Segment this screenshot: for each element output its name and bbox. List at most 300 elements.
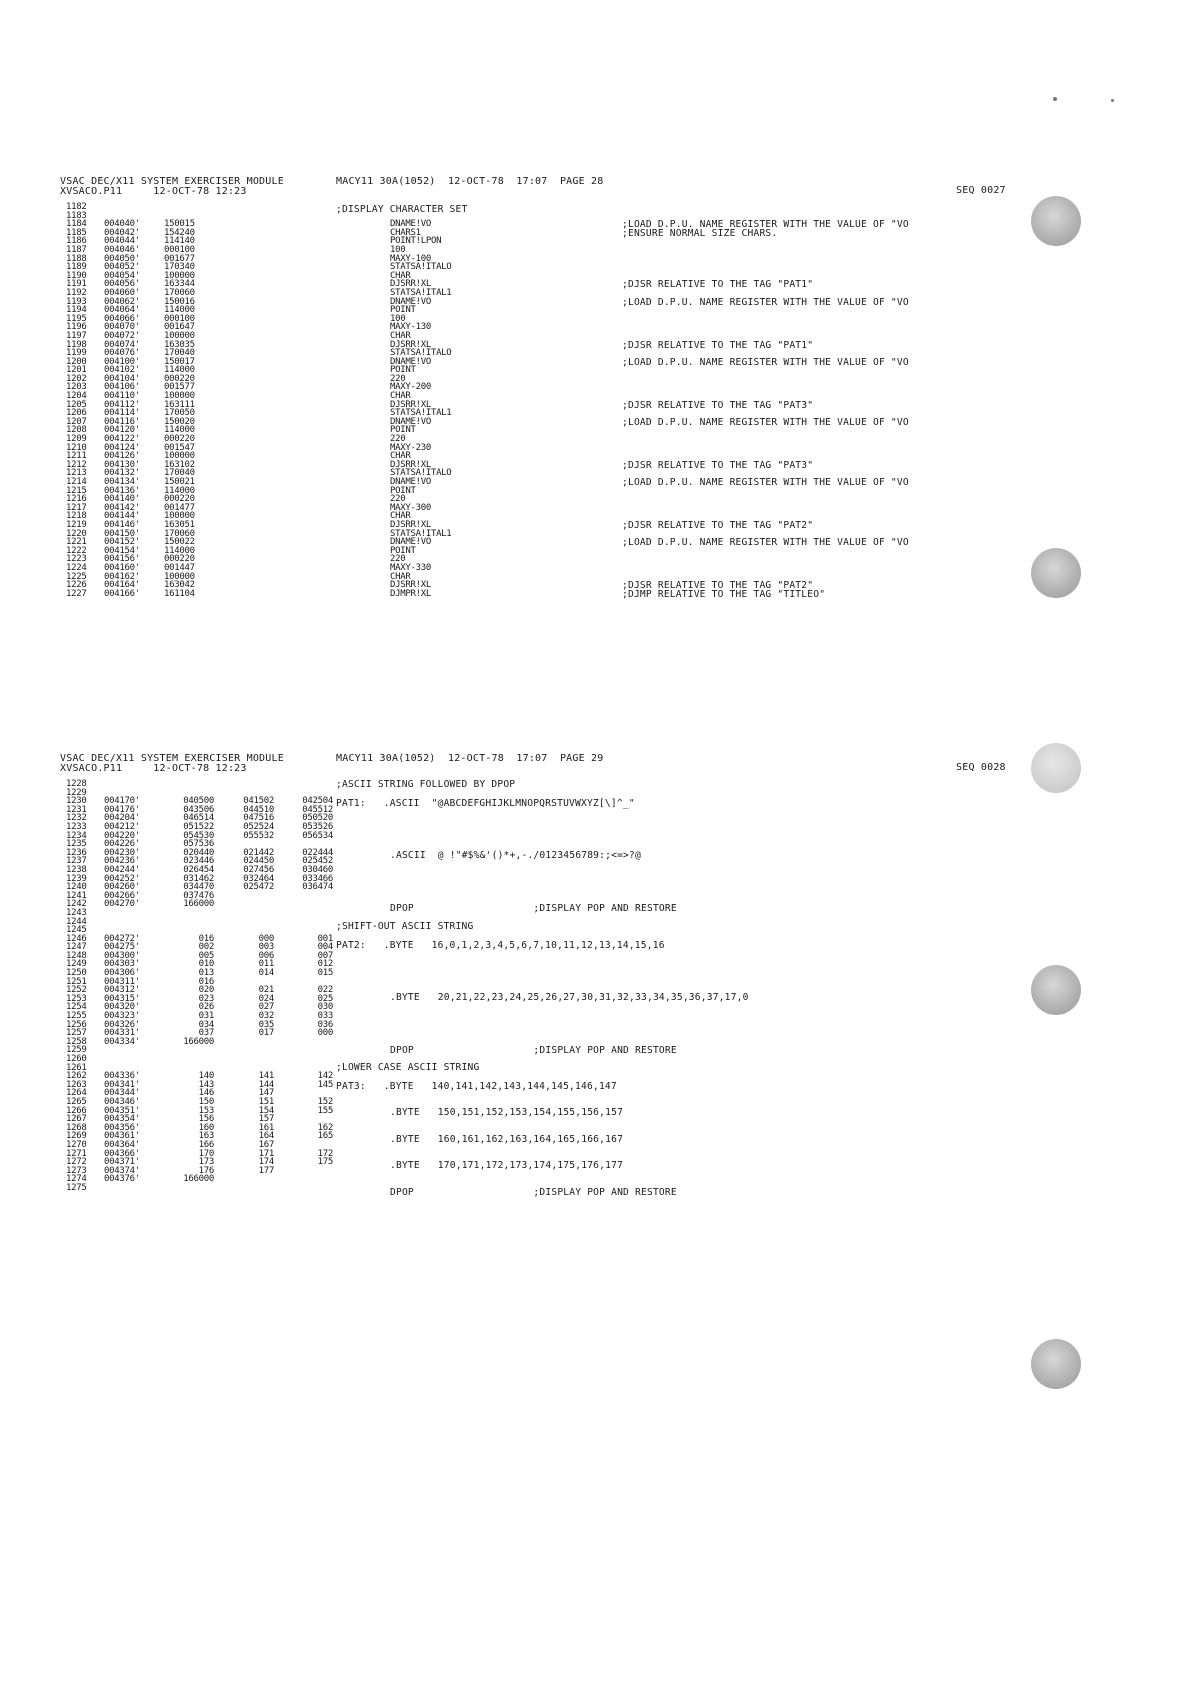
line-number: 1228 xyxy=(66,779,87,789)
line-number: 1186 xyxy=(66,236,87,247)
object-code: 001547 xyxy=(164,442,195,453)
binder-hole-5 xyxy=(1031,1339,1081,1389)
statement: DNAME!VO xyxy=(390,416,431,427)
octal-word: 164 xyxy=(258,1131,274,1142)
object-code: 114000 xyxy=(164,485,195,496)
object-code: 000220 xyxy=(164,494,195,505)
octal-word: 021442 xyxy=(243,847,274,858)
statement: MAXY-330 xyxy=(390,562,431,573)
octal-word xyxy=(283,1175,333,1184)
object-code: 114140 xyxy=(164,236,195,247)
object-code: 000220 xyxy=(164,434,195,445)
octal-word: 020 xyxy=(198,985,214,996)
octal-word: 030 xyxy=(317,1002,333,1013)
octal-word: 004 xyxy=(317,942,333,953)
line-number: 1190 xyxy=(66,270,87,281)
source-statement: ;ASCII STRING FOLLOWED BY DPOP xyxy=(336,779,516,790)
page1-addresses xyxy=(104,203,140,598)
address: 004166' xyxy=(104,588,140,599)
octal-word: 026 xyxy=(198,1002,214,1013)
line-number: 1243 xyxy=(66,907,87,918)
address: 004364' xyxy=(104,1139,140,1150)
address: 004074' xyxy=(104,339,140,350)
address: 004140' xyxy=(104,494,140,505)
address: 004046' xyxy=(104,244,140,255)
octal-word xyxy=(224,1184,274,1193)
octal-word: 024 xyxy=(258,993,274,1004)
page2-seq-number: SEQ 0028 xyxy=(956,762,1006,773)
address: 004120' xyxy=(104,425,140,436)
statement: STATSA!ITAL1 xyxy=(390,528,452,539)
source-statement: PAT1: .ASCII "@ABCDEFGHIJKLMNOPQRSTUVWXYZ[\]^_" xyxy=(336,798,635,809)
address: 004100' xyxy=(104,356,140,367)
object-code: 170060 xyxy=(164,528,195,539)
object-code: 150016 xyxy=(164,296,195,307)
object-code: 163111 xyxy=(164,399,195,410)
octal-word: 141 xyxy=(258,1071,274,1082)
octal-word xyxy=(283,1167,333,1176)
address: 004323' xyxy=(104,1011,140,1022)
line-number: 1252 xyxy=(66,985,87,996)
octal-word: 026454 xyxy=(183,864,214,875)
octal-word: 035 xyxy=(258,1019,274,1030)
address: 004270' xyxy=(104,899,140,910)
line-number: 1233 xyxy=(66,821,87,832)
octal-word: 176 xyxy=(198,1165,214,1176)
comment: ;LOAD D.P.U. NAME REGISTER WITH THE VALUE OF "VO xyxy=(622,537,909,549)
comment: ;LOAD D.P.U. NAME REGISTER WITH THE VALUE OF "VO xyxy=(622,219,909,231)
octal-word: 057536 xyxy=(183,839,214,850)
octal-word xyxy=(224,918,274,927)
address: 004334' xyxy=(104,1036,140,1047)
address: 004116' xyxy=(104,416,140,427)
statement: DJSRR!XL xyxy=(390,459,431,470)
object-code: 114000 xyxy=(164,365,195,376)
line-number: 1188 xyxy=(66,253,87,264)
address: 004134' xyxy=(104,477,140,487)
statement: CHAR xyxy=(390,391,411,402)
line-number: 1255 xyxy=(66,1011,87,1022)
octal-word: 143 xyxy=(198,1079,214,1090)
address: 004361' xyxy=(104,1131,140,1142)
line-number: 1261 xyxy=(66,1062,87,1073)
line-number: 1265 xyxy=(66,1096,87,1107)
statement: CHARS1 xyxy=(390,227,421,238)
object-code: 001677 xyxy=(164,253,195,264)
address: 004371' xyxy=(104,1157,140,1168)
binder-hole-2 xyxy=(1031,548,1081,598)
object-code: 170050 xyxy=(164,408,195,419)
octal-word: 024450 xyxy=(243,856,274,867)
address: 004040' xyxy=(104,219,140,230)
address: 004341' xyxy=(104,1079,140,1090)
address: 004160' xyxy=(104,562,140,573)
octal-word: 022444 xyxy=(302,847,333,858)
page1-header-left-1: VSAC DEC/X11 SYSTEM EXERCISER MODULE xyxy=(60,176,284,187)
address: 004315' xyxy=(104,993,140,1004)
scan-speck xyxy=(1053,97,1057,101)
octal-word: 043506 xyxy=(183,804,214,815)
octal-word: 034470 xyxy=(183,882,214,893)
address: 004374' xyxy=(104,1165,140,1176)
line-number: 1189 xyxy=(66,262,87,273)
statement: MAXY-130 xyxy=(390,322,431,333)
statement: DJMPR!XL xyxy=(390,588,431,599)
octal-word: 031 xyxy=(198,1011,214,1022)
octal-word: 152 xyxy=(317,1096,333,1107)
statement: POINT xyxy=(390,305,416,316)
statement: DNAME!VO xyxy=(390,537,431,548)
octal-word: 174 xyxy=(258,1157,274,1168)
octal-word xyxy=(283,1055,333,1064)
address: 004124' xyxy=(104,442,140,453)
octal-word xyxy=(164,1046,214,1055)
address: 004376' xyxy=(104,1174,140,1185)
comment: ;LOAD D.P.U. NAME REGISTER WITH THE VALUE OF "VO xyxy=(622,296,909,308)
page2-header-left-1: VSAC DEC/X11 SYSTEM EXERCISER MODULE xyxy=(60,753,284,764)
line-number: 1195 xyxy=(66,313,87,324)
line-number: 1221 xyxy=(66,537,87,548)
address: 004104' xyxy=(104,373,140,384)
line-number: 1244 xyxy=(66,916,87,927)
binder-hole-1 xyxy=(1031,196,1081,246)
object-code: 000100 xyxy=(164,244,195,255)
line-number: 1264 xyxy=(66,1088,87,1099)
octal-word xyxy=(283,780,333,789)
line-number: 1262 xyxy=(66,1071,87,1082)
source-statement: .BYTE 150,151,152,153,154,155,156,157 xyxy=(390,1107,624,1118)
object-code: 114000 xyxy=(164,545,195,556)
line-number: 1268 xyxy=(66,1122,87,1133)
line-number: 1246 xyxy=(66,933,87,944)
line-number: 1213 xyxy=(66,468,87,479)
source-statement: DPOP ;DISPLAY POP AND RESTORE xyxy=(390,1045,677,1056)
line-number: 1227 xyxy=(66,588,87,599)
address: 004331' xyxy=(104,1028,140,1039)
line-number: 1271 xyxy=(66,1148,87,1159)
line-number: 1234 xyxy=(66,830,87,841)
statement xyxy=(390,203,451,212)
object-code: 150022 xyxy=(164,537,195,548)
address: 004044' xyxy=(104,236,140,247)
line-number: 1240 xyxy=(66,882,87,893)
line-number: 1253 xyxy=(66,993,87,1004)
line-number: 1254 xyxy=(66,1002,87,1013)
address: 004275' xyxy=(104,942,140,953)
statement: STATSA!ITALO xyxy=(390,468,452,479)
address: 004070' xyxy=(104,322,140,333)
octal-word: 151 xyxy=(258,1096,274,1107)
octal-word: 166000 xyxy=(183,1036,214,1047)
octal-word xyxy=(164,780,214,789)
line-number: 1197 xyxy=(66,330,87,341)
object-code: 100000 xyxy=(164,451,195,462)
address: 004050' xyxy=(104,253,140,264)
octal-word: 017 xyxy=(258,1028,274,1039)
octal-word: 013 xyxy=(198,968,214,979)
line-number: 1220 xyxy=(66,528,87,539)
octal-word: 027456 xyxy=(243,864,274,875)
octal-word: 146 xyxy=(198,1088,214,1099)
address: 004146' xyxy=(104,519,140,530)
object-code: 170060 xyxy=(164,287,195,298)
statement: POINT!LPON xyxy=(390,236,442,247)
statement: DJSRR!XL xyxy=(390,279,431,290)
address: 004344' xyxy=(104,1088,140,1099)
octal-word: 044510 xyxy=(243,804,274,815)
address: 004300' xyxy=(104,950,140,961)
source-statement: DPOP ;DISPLAY POP AND RESTORE xyxy=(390,903,677,914)
octal-word: 010 xyxy=(198,959,214,970)
page1-comment-heading: ;DISPLAY CHARACTER SET xyxy=(336,204,468,215)
line-number: 1192 xyxy=(66,287,87,298)
object-code: 170040 xyxy=(164,348,195,359)
octal-word xyxy=(283,1046,333,1055)
object-code: 163102 xyxy=(164,459,195,470)
octal-word: 156 xyxy=(198,1114,214,1125)
object-code: 150020 xyxy=(164,416,195,427)
line-number: 1198 xyxy=(66,339,87,350)
octal-word: 042504 xyxy=(302,796,333,807)
object-code: 100000 xyxy=(164,270,195,281)
octal-word xyxy=(283,909,333,918)
statement: MAXY-200 xyxy=(390,382,431,393)
address: 004142' xyxy=(104,502,140,513)
line-number: 1249 xyxy=(66,959,87,970)
line-number: 1187 xyxy=(66,244,87,255)
line-number: 1201 xyxy=(66,365,87,376)
object-code: 163344 xyxy=(164,279,195,290)
address: 004356' xyxy=(104,1122,140,1133)
octal-word: 022 xyxy=(317,985,333,996)
octal-word: 153 xyxy=(198,1105,214,1116)
object-code: 000100 xyxy=(164,313,195,324)
address: 004312' xyxy=(104,985,140,996)
octal-word: 045512 xyxy=(302,804,333,815)
page2-word-col-3 xyxy=(283,780,333,1193)
octal-word: 047516 xyxy=(243,813,274,824)
page2-addresses xyxy=(104,780,140,1193)
statement: DJSRR!XL xyxy=(390,339,431,350)
octal-word: 034 xyxy=(198,1019,214,1030)
statement: DNAME!VO xyxy=(390,296,431,307)
octal-word xyxy=(224,1055,274,1064)
octal-word: 165 xyxy=(317,1131,333,1142)
octal-word: 157 xyxy=(258,1114,274,1125)
octal-word xyxy=(283,1038,333,1047)
address: 004236' xyxy=(104,856,140,867)
address: 004266' xyxy=(104,890,140,901)
octal-word: 041502 xyxy=(243,796,274,807)
line-number: 1245 xyxy=(66,925,87,936)
octal-word: 007 xyxy=(317,950,333,961)
object-code: 163042 xyxy=(164,580,195,591)
octal-word: 023 xyxy=(198,993,214,1004)
object-code: 150017 xyxy=(164,356,195,367)
object-code xyxy=(164,203,195,212)
octal-word: 037 xyxy=(198,1028,214,1039)
octal-word: 040500 xyxy=(183,796,214,807)
line-number: 1237 xyxy=(66,856,87,867)
octal-word: 023446 xyxy=(183,856,214,867)
page1-header-center: MACY11 30A(1052) 12-OCT-78 17:07 PAGE 28 xyxy=(336,176,604,187)
line-number: 1207 xyxy=(66,416,87,427)
address: 004132' xyxy=(104,468,140,479)
line-number: 1247 xyxy=(66,942,87,953)
statement: DJSRR!XL xyxy=(390,519,431,530)
page1-statements xyxy=(390,203,451,598)
object-code: 001477 xyxy=(164,502,195,513)
statement: POINT xyxy=(390,485,416,496)
object-code: 001447 xyxy=(164,562,195,573)
octal-word: 015 xyxy=(317,968,333,979)
object-code: 000220 xyxy=(164,373,195,384)
statement: POINT xyxy=(390,365,416,376)
line-number: 1218 xyxy=(66,511,87,522)
octal-word: 172 xyxy=(317,1148,333,1159)
comment: ;DJSR RELATIVE TO THE TAG "PAT3" xyxy=(622,399,814,411)
octal-word: 145 xyxy=(317,1079,333,1090)
statement: CHAR xyxy=(390,330,411,341)
statement: CHAR xyxy=(390,571,411,582)
line-number: 1204 xyxy=(66,391,87,402)
line-number: 1267 xyxy=(66,1114,87,1125)
line-number: 1269 xyxy=(66,1131,87,1142)
line-number: 1248 xyxy=(66,950,87,961)
line-number: 1263 xyxy=(66,1079,87,1090)
address: 004170' xyxy=(104,796,140,807)
octal-word: 036 xyxy=(317,1019,333,1030)
octal-word: 037476 xyxy=(183,890,214,901)
statement: DNAME!VO xyxy=(390,477,431,487)
octal-word xyxy=(224,892,274,901)
address: 004230' xyxy=(104,847,140,858)
octal-word: 167 xyxy=(258,1139,274,1150)
address: 004346' xyxy=(104,1096,140,1107)
line-number: 1238 xyxy=(66,864,87,875)
line-number: 1216 xyxy=(66,494,87,505)
address: 004162' xyxy=(104,571,140,582)
line-number: 1215 xyxy=(66,485,87,496)
octal-word: 154 xyxy=(258,1105,274,1116)
object-code: 114000 xyxy=(164,425,195,436)
address: 004354' xyxy=(104,1114,140,1125)
octal-word: 033466 xyxy=(302,873,333,884)
address: 004060' xyxy=(104,287,140,298)
comment: ;LOAD D.P.U. NAME REGISTER WITH THE VALUE OF "VO xyxy=(622,356,909,368)
octal-word: 002 xyxy=(198,942,214,953)
address: 004252' xyxy=(104,873,140,884)
line-number: 1183 xyxy=(66,210,87,221)
address: 004144' xyxy=(104,511,140,522)
octal-word xyxy=(224,780,274,789)
comment: ;LOAD D.P.U. NAME REGISTER WITH THE VALUE OF "VO xyxy=(622,417,909,428)
statement: MAXY-230 xyxy=(390,442,431,453)
line-number: 1222 xyxy=(66,545,87,556)
octal-word xyxy=(164,918,214,927)
octal-word: 155 xyxy=(317,1105,333,1116)
source-statement: .BYTE 170,171,172,173,174,175,176,177 xyxy=(390,1160,624,1171)
binder-hole-4 xyxy=(1031,965,1081,1015)
line-number: 1241 xyxy=(66,890,87,901)
line-number: 1212 xyxy=(66,459,87,470)
line-number: 1257 xyxy=(66,1028,87,1039)
scan-speck xyxy=(1111,99,1114,102)
line-number: 1223 xyxy=(66,554,87,565)
octal-word xyxy=(224,900,274,909)
octal-word: 025 xyxy=(317,993,333,1004)
line-number: 1184 xyxy=(66,219,87,230)
line-number: 1256 xyxy=(66,1019,87,1030)
line-number: 1202 xyxy=(66,373,87,384)
address xyxy=(104,1055,140,1064)
statement: DNAME!VO xyxy=(390,356,431,367)
line-number: 1229 xyxy=(66,787,87,798)
statement: 220 xyxy=(390,373,406,384)
octal-word: 147 xyxy=(258,1088,274,1099)
comment: ;DJSR RELATIVE TO THE TAG "PAT1" xyxy=(622,339,814,351)
octal-word: 011 xyxy=(258,959,274,970)
source-statement: ;LOWER CASE ASCII STRING xyxy=(336,1062,480,1073)
line-number: 1225 xyxy=(66,571,87,582)
octal-word: 020440 xyxy=(183,847,214,858)
object-code: 170340 xyxy=(164,262,195,273)
page1-header-left-2: XVSACO.P11 12-OCT-78 12:23 xyxy=(60,186,247,197)
line-number: 1219 xyxy=(66,519,87,530)
line-number: 1182 xyxy=(66,202,87,212)
address: 004154' xyxy=(104,545,140,556)
object-code: 100000 xyxy=(164,511,195,522)
comment: ;DJMP RELATIVE TO THE TAG "TITLEO" xyxy=(622,589,826,600)
octal-word: 025452 xyxy=(302,856,333,867)
address: 004150' xyxy=(104,528,140,539)
line-number: 1191 xyxy=(66,279,87,290)
line-number: 1258 xyxy=(66,1036,87,1047)
octal-word: 014 xyxy=(258,968,274,979)
address: 004272' xyxy=(104,933,140,944)
object-code: 154240 xyxy=(164,227,195,238)
address: 004336' xyxy=(104,1071,140,1082)
page2-header-center: MACY11 30A(1052) 12-OCT-78 17:07 PAGE 29 xyxy=(336,753,604,764)
comment: ;DJSR RELATIVE TO THE TAG "PAT2" xyxy=(622,580,814,592)
address: 004072' xyxy=(104,330,140,341)
line-number: 1209 xyxy=(66,434,87,445)
address: 004102' xyxy=(104,365,140,376)
page2-word-col-2 xyxy=(224,780,274,1193)
octal-word: 025472 xyxy=(243,882,274,893)
address: 004260' xyxy=(104,882,140,893)
octal-word: 161 xyxy=(258,1122,274,1133)
line-number: 1251 xyxy=(66,976,87,987)
octal-word: 006 xyxy=(258,950,274,961)
address xyxy=(104,909,140,918)
address: 004366' xyxy=(104,1148,140,1159)
octal-word xyxy=(224,909,274,918)
octal-word: 166 xyxy=(198,1139,214,1150)
octal-word: 032464 xyxy=(243,873,274,884)
octal-word: 163 xyxy=(198,1131,214,1142)
octal-word: 036474 xyxy=(302,882,333,893)
address: 004220' xyxy=(104,830,140,841)
object-code: 001577 xyxy=(164,382,195,393)
address xyxy=(104,1184,140,1193)
statement: STATSA!ITAL1 xyxy=(390,408,452,419)
address: 004226' xyxy=(104,839,140,850)
octal-word: 033 xyxy=(317,1011,333,1022)
binder-hole-3 xyxy=(1031,743,1081,793)
line-number: 1260 xyxy=(66,1054,87,1064)
octal-word: 150 xyxy=(198,1096,214,1107)
